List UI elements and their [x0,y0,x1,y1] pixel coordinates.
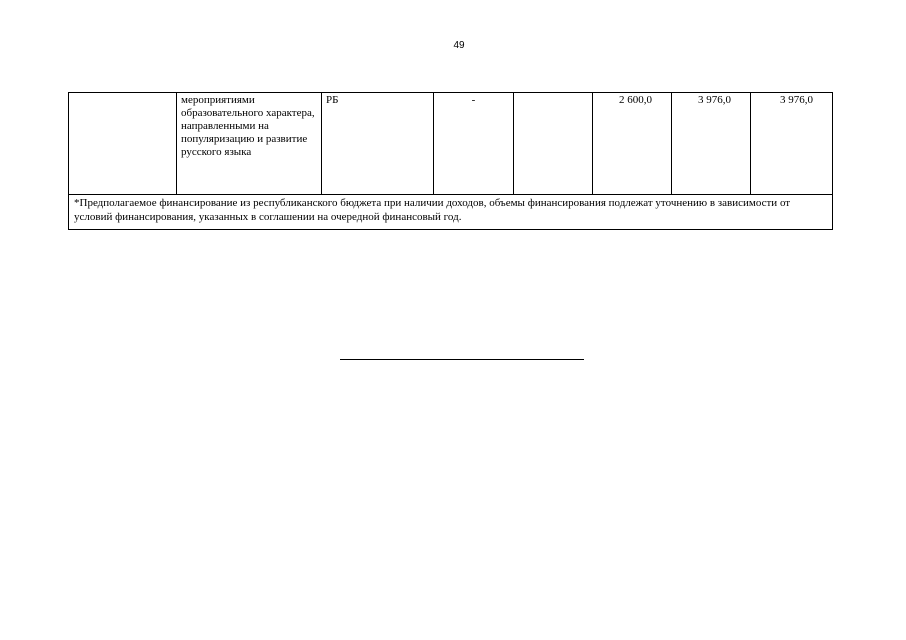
funding-source-cell: РБ [322,93,434,195]
page-number: 49 [453,40,465,51]
footnote-row [69,195,833,230]
dash-cell: - [434,93,514,195]
budget-table [68,92,833,230]
activity-description-cell: мероприятиями образовательного характера, направленными на популяризацию и развитие русского языка [177,93,322,195]
value-cell: 2 600,0 [593,93,672,195]
table-row [69,93,833,195]
table-cell-empty [514,93,593,195]
table-cell-empty [69,93,177,195]
value-cell: 3 976,0 [751,93,833,195]
footnote-text: *Предполагаемое финансирование из республиканского бюджета при наличии доходов, объемы финансирования подлежат уточнению в зависимости от условий финансирования, указанных в соглашении на очередной финансовый год. [69,195,833,230]
separator-line [340,359,584,360]
value-cell: 3 976,0 [672,93,751,195]
